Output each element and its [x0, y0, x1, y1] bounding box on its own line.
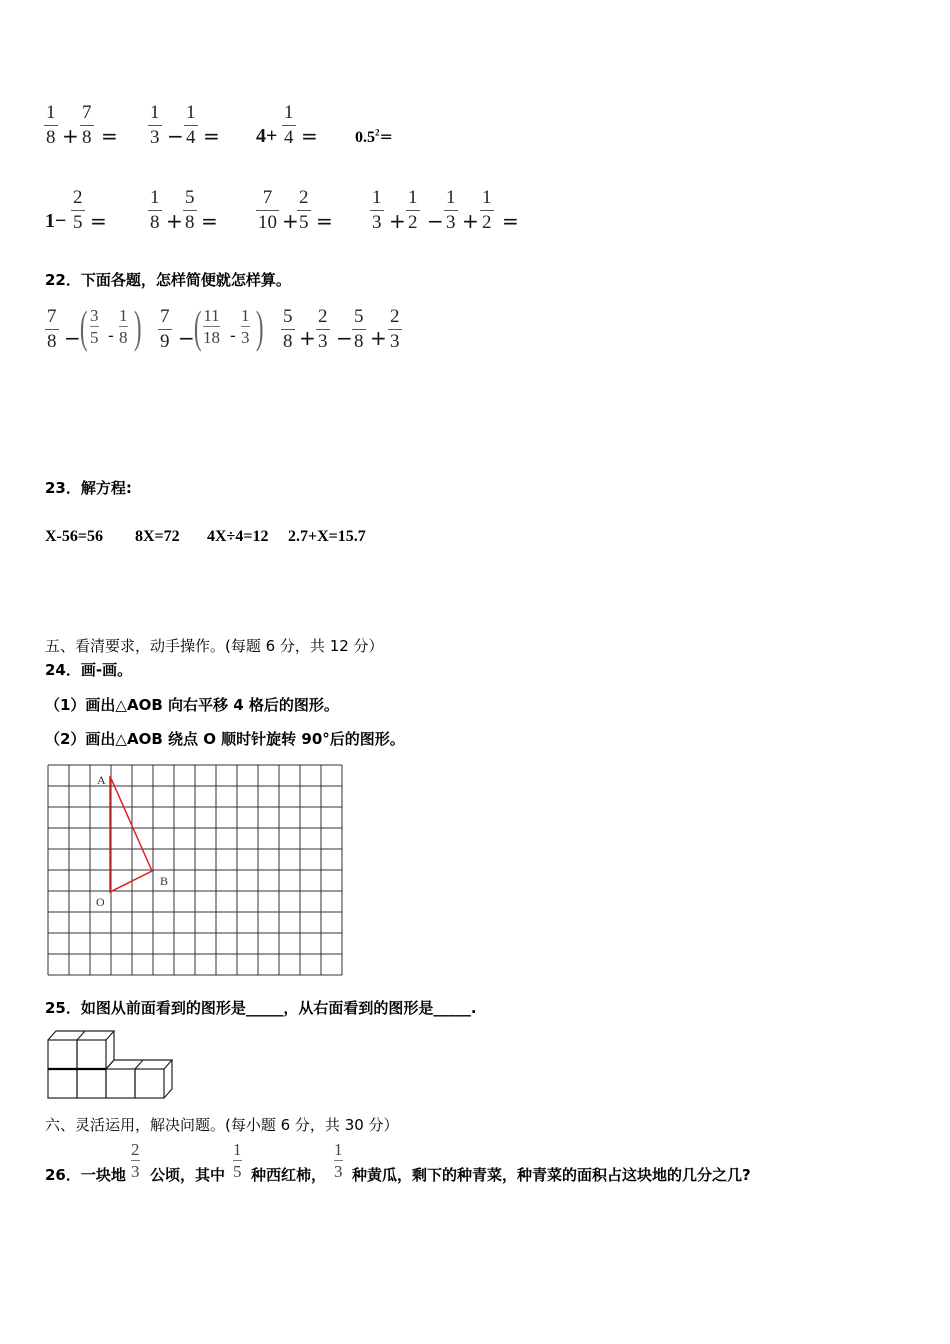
equals-sign: =	[316, 209, 333, 233]
fraction: 5 8	[354, 306, 364, 352]
question-22-title: 22．下面各题，怎样简便就怎样算。	[45, 271, 291, 289]
lead-term: 1−	[45, 210, 67, 232]
right-paren: )	[255, 301, 264, 352]
cube-figure	[46, 1029, 178, 1101]
fraction: 2 5	[299, 187, 309, 233]
section-6-heading: 六、灵活运用，解决问题。(每小题 6 分，共 30 分）	[45, 1116, 399, 1134]
fraction: 2 3	[318, 306, 328, 352]
equals-sign: =	[90, 209, 107, 233]
equals-sign: =	[203, 124, 220, 148]
lead-term: 4+	[256, 125, 278, 147]
fraction: 1 3	[150, 102, 160, 148]
section-5-heading: 五、看清要求，动手操作。(每题 6 分，共 12 分）	[45, 637, 384, 655]
fraction: 11 18	[203, 306, 220, 347]
equals-sign: =	[101, 124, 118, 148]
question-24-part-1: （1）画出△AOB 向右平移 4 格后的图形。	[45, 696, 339, 714]
fraction: 2 3	[390, 306, 400, 352]
question-24-part-2: （2）画出△AOB 绕点 O 顺时针旋转 90°后的图形。	[45, 730, 405, 748]
equation: 4X÷4=12	[207, 528, 269, 545]
fraction: 7 8	[82, 102, 92, 148]
minus-sign: −	[427, 209, 444, 233]
fraction: 1 4	[284, 102, 294, 148]
question-24-title: 24．画-画。	[45, 661, 133, 679]
question-25: 25．如图从前面看到的图形是_____，从右面看到的图形是_____.	[45, 999, 477, 1017]
fraction: 1 8	[46, 102, 56, 148]
left-paren: (	[193, 301, 202, 352]
question-26-part: 公顷，其中	[150, 1166, 226, 1184]
question-26-part: 26．一块地	[45, 1166, 126, 1184]
fraction: 1 8	[150, 187, 160, 233]
label-b: B	[160, 874, 169, 888]
label-a: A	[97, 773, 106, 787]
equals-sign: =	[502, 209, 519, 233]
right-paren: )	[133, 301, 142, 352]
equals-sign: =	[301, 124, 318, 148]
fraction: 1 3	[372, 187, 382, 233]
minus-sign: −	[167, 124, 184, 148]
fraction: 1 3	[446, 187, 456, 233]
minus-sign: −	[178, 326, 195, 350]
minus-sign: −	[336, 326, 353, 350]
plus-sign: +	[370, 326, 387, 350]
fraction: 2 5	[73, 187, 83, 233]
equation: 2.7+X=15.7	[288, 528, 366, 545]
plus-sign: +	[62, 124, 79, 148]
fraction: 1 2	[482, 187, 492, 233]
question-26-part: 种黄瓜，剩下的种青菜，种青菜的面积占这块地的几分之几?	[352, 1166, 751, 1184]
label-o: O	[96, 895, 105, 909]
minus-sign: −	[64, 326, 81, 350]
fraction: 5 8	[283, 306, 293, 352]
equation: X-56=56	[45, 528, 103, 545]
fraction: 1 3	[334, 1140, 343, 1181]
fraction: 1 3	[241, 306, 250, 347]
fraction: 1 4	[186, 102, 196, 148]
fraction: 5 8	[185, 187, 195, 233]
drawing-grid[interactable]	[47, 764, 345, 977]
plus-sign: +	[462, 209, 479, 233]
fraction: 1 8	[119, 306, 128, 347]
question-26-part: 种西红柿，	[251, 1166, 327, 1184]
left-paren: (	[79, 301, 88, 352]
power-expression: $0.5^2=$	[355, 127, 393, 146]
fraction: 7 9	[160, 306, 170, 352]
fraction: 7 8	[47, 306, 57, 352]
minus-sign: -	[230, 326, 236, 345]
triangle-aob	[110, 776, 152, 892]
fraction: 1 5	[233, 1140, 242, 1181]
plus-sign: +	[299, 326, 316, 350]
fraction: 7 10	[258, 187, 277, 233]
plus-sign: +	[282, 209, 299, 233]
fraction: 3 5	[90, 306, 99, 347]
question-23-title: 23．解方程:	[45, 479, 132, 497]
minus-sign: -	[108, 326, 114, 345]
equals-sign: =	[201, 209, 218, 233]
plus-sign: +	[389, 209, 406, 233]
equation: 8X=72	[135, 528, 180, 545]
fraction: 2 3	[131, 1140, 140, 1181]
plus-sign: +	[166, 209, 183, 233]
fraction: 1 2	[408, 187, 418, 233]
